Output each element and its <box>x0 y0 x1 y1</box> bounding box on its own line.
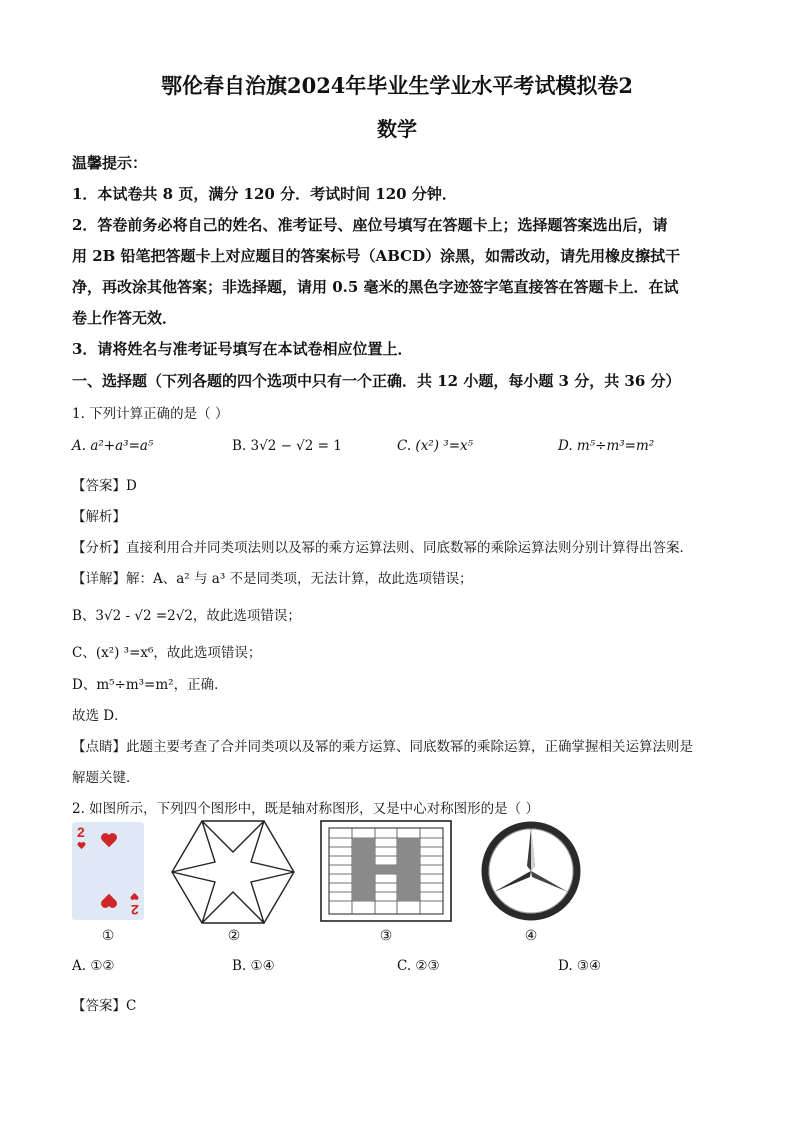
q1-line-b: B、3√2 - √2 =2√2，故此选项错误； <box>72 608 301 624</box>
small-heart-icon <box>77 841 86 850</box>
q1-answer-row <box>72 474 137 494</box>
q1-option-b: B. 3√2 − √2 = 1 <box>232 438 342 454</box>
figure-label-3: ③ <box>379 928 393 944</box>
notice-line-2c: 净，再改涂其他答案；非选择题，请用 0.5 毫米的黑色字迹签字笔直接答在答题卡上．在试 <box>72 278 679 296</box>
q1-line-d: D、m⁵÷m³=m²，正确． <box>72 677 228 693</box>
q1-conclusion: 故选 D． <box>72 708 128 724</box>
analysis-tag: 【解析】 <box>72 509 126 525</box>
q2-option-c: C. ②③ <box>397 958 440 974</box>
fenxi-tag: 【分析】 <box>72 540 126 556</box>
figure-label-1: ① <box>101 928 115 944</box>
q1-option-d: D. m⁵÷m³=m² <box>558 438 655 454</box>
q1-option-a: A. a²+a³=a⁵ <box>72 438 154 454</box>
notice-heading: 温馨提示： <box>72 154 148 172</box>
q1-dianjing-1: 此题主要考查了合并同类项以及幂的乘方运算、同底数幂的乘除运算，正确掌握相关运算法则是 <box>126 739 693 755</box>
xiangjie-tag: 【详解】 <box>72 571 126 587</box>
q1-xiangjie-row <box>72 567 473 587</box>
figure-label-2: ② <box>227 928 241 944</box>
small-heart-icon-inverted <box>130 892 139 901</box>
section-heading: 一、选择题（下列各题的四个选项中只有一个正确．共 12 小题，每小题 3 分，共 36 分） <box>72 372 681 390</box>
q2-option-d: D. ③④ <box>558 958 602 974</box>
hexagon-star-figure <box>170 818 296 926</box>
figure-label-4: ④ <box>524 928 538 944</box>
q1-answer: D <box>126 478 137 494</box>
page-title: 鄂伦春自治旗2024年毕业生学业水平考试模拟卷2 <box>160 73 634 98</box>
star-ring-figure <box>480 820 582 922</box>
playing-card-figure <box>72 822 144 920</box>
answer-tag: 【答案】 <box>72 478 126 494</box>
q2-option-b: B. ①④ <box>232 958 275 974</box>
notice-line-2d: 卷上作答无效． <box>72 309 178 327</box>
heart-icon-inverted <box>99 892 119 910</box>
notice-line-1: 1．本试卷共 8 页，满分 120 分．考试时间 120 分钟． <box>72 185 457 203</box>
q2-answer: C <box>126 998 137 1014</box>
dianjing-tag: 【点睛】 <box>72 739 126 755</box>
q1-fenxi-row <box>72 536 693 556</box>
q1-xiangjie: 解：A、a² 与 a³ 不是同类项，无法计算，故此选项错误； <box>126 571 473 587</box>
subject-title: 数学 <box>377 117 417 141</box>
q2-option-a: A. ①② <box>72 958 115 974</box>
card-rank-top: 2 <box>77 824 85 840</box>
notice-line-2a: 2．答卷前务必将自己的姓名、准考证号、座位号填写在答题卡上；选择题答案选出后，请 <box>72 216 668 234</box>
q1-option-c: C. (x²) ³=x⁵ <box>397 438 474 454</box>
q1-dianjing-row <box>72 735 693 755</box>
heart-icon <box>99 831 119 849</box>
notice-line-2b: 用 2B 铅笔把答题卡上对应题目的答案标号（ABCD）涂黑，如需改动，请先用橡皮擦拭干 <box>72 247 681 265</box>
q2-stem: 2. 如图所示，下列四个图形中，既是轴对称图形，又是中心对称图形的是（ ） <box>72 801 539 817</box>
q1-dianjing-2: 解题关键． <box>72 770 140 786</box>
grid-h-figure <box>320 820 452 922</box>
card-rank-bottom: 2 <box>131 902 139 918</box>
q1-line-c: C、(x²) ³=x⁶，故此选项错误； <box>72 645 262 661</box>
q1-fenxi: 直接利用合并同类项法则以及幂的乘方运算法则、同底数幂的乘除运算法则分别计算得出答案． <box>126 540 693 556</box>
q2-answer-row <box>72 994 136 1014</box>
answer-tag: 【答案】 <box>72 998 126 1014</box>
q1-stem: 1. 下列计算正确的是（ ） <box>72 406 229 422</box>
notice-line-3: 3．请将姓名与准考证号填写在本试卷相应位置上． <box>72 340 413 358</box>
